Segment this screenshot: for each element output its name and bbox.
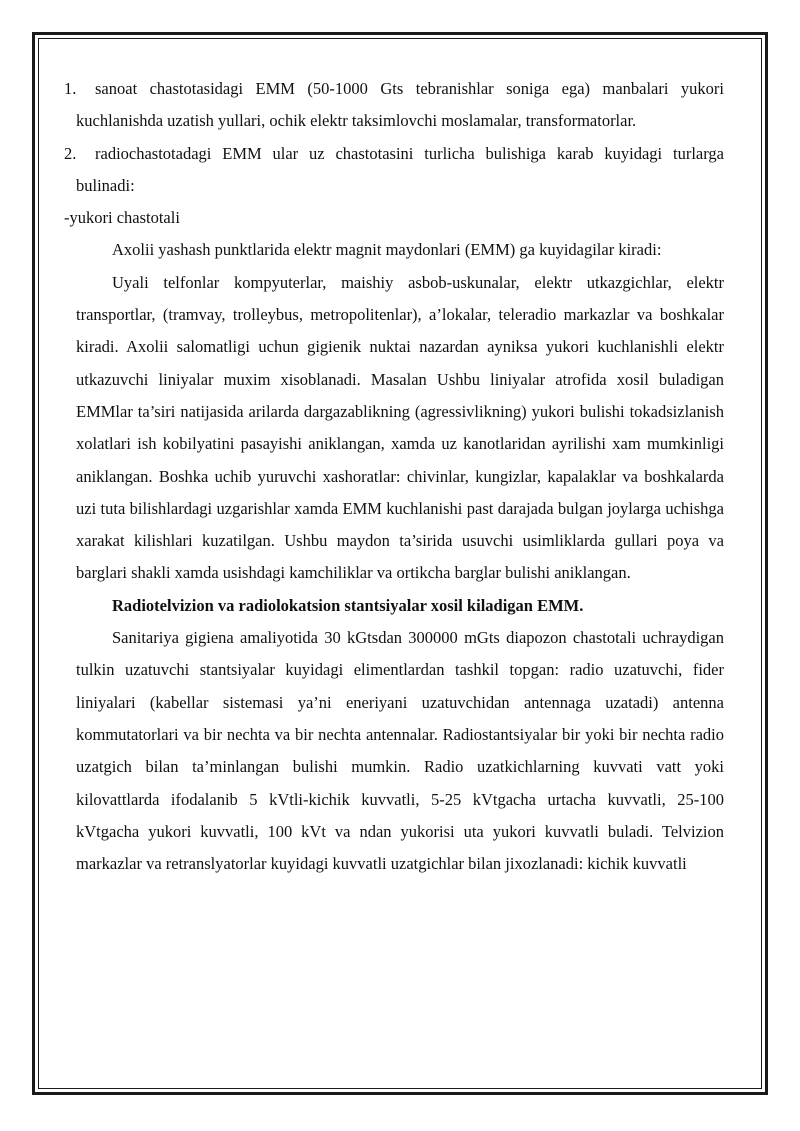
document-body [64, 73, 724, 880]
list-dash-item: -yukori chastotali [64, 208, 180, 228]
section-heading: Radiotelvizion va radiolokatsion stantsiyalar xosil kiladigan EMM. [112, 595, 584, 615]
list-number: 1. [64, 79, 77, 98]
paragraph-intro: Axolii yashash punktlarida elektr magnit maydonlari (EMM) ga kuyidagilar kiradi: [112, 240, 662, 260]
paragraph-body-2: Sanitariya gigiena amaliyotida 30 kGtsdan 300000 mGts diapozon chastotali uchraydigan tulkin uzatuvchi stantsiyalar kuyidagi elimentlardan tashkil topgan: radio uzatuvchi, fider liniyalari (kabellar sistemasi ya’ni eneriyani uzatuvchidan antennaga uzatadi) antenna kommutatorlari va bir nechta va bir nechta antennalar. Radiostantsiyalar bir yoki bir nechta radio uzatgich bilan ta’minlangan bulishi mumkin. Radio uzatkichlarning kuvvati vatt yoki kilovattlarda ifodalanib 5 kVtli-kichik kuvvatli, 5-25 kVtgacha urtacha kuvvatli, 25-100 kVtgacha yukori kuvvatli, 100 kVt va ndan yukorisi uta yukori kuvvatli buladi. Telvizion markazlar va retranslyatorlar kuyidagi kuvvatli uzatgichlar bilan jixozlanadi: kichik kuvvatli [76, 628, 724, 874]
list-number: 2. [64, 143, 77, 163]
paragraph-text: sanoat chastotasidagi EMM (50-1000 Gts tebranishlar soniga ega) manbalari yukori kuchlanishda uzatish yullari, ochik elektr taksimlovchi moslamalar, transformatorlar. [76, 79, 724, 131]
paragraph-body: Uyali telfonlar kompyuterlar, maishiy asbob-uskunalar, elektr utkazgichlar, elektr transportlar, (tramvay, trolleybus, metropolitenlar), a’lokalar, teleradio markazlar va boshkalar kiradi. Axolii salomatligi uchun gigienik nuktai nazardan ayniksa yukori kuchlanishli elektr utkazuvchi liniyalar muxim xisoblanadi. Masalan Ushbu liniyalar atrofida xosil buladigan EMMlar ta’siri natijasida arilarda dargazablikning (agressivlikning) yukori bulishi tokadsizlanish xolatlari ish kobilyatini pasayishi aniklangan, xamda uz kanotlaridan ayrilishi xam mumkinligi aniklangan. Boshka uchib yuruvchi xashoratlar: chivinlar, kungizlar, kapalaklar va boshkalarda uzi tuta bilishlardagi uzgarishlar xamda EMM kuchlanishi past darajada bulgan joylarga uchishga xarakat kilishlari kuzatilgan. Ushbu maydon ta’sirida usuvchi usimliklarda gullari poya va barglari shakli xamda usishdagi kamchiliklar va ortikcha barglar bulishi aniklangan. [76, 272, 724, 583]
numbered-paragraph-2 [64, 138, 724, 203]
numbered-paragraph-1 [64, 73, 724, 138]
paragraph-text: radiochastotadagi EMM ular uz chastotasini turlicha bulishiga karab kuyidagi turlarga bulinadi: [76, 143, 724, 195]
